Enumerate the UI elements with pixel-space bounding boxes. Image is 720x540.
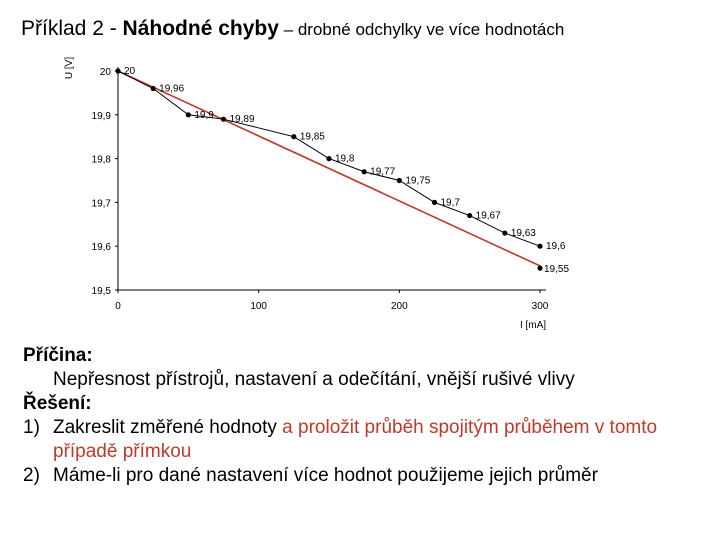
title-prefix: Příklad 2 - <box>21 17 123 40</box>
solution-item-2 <box>23 464 713 488</box>
data-label: 19,55 <box>544 264 570 276</box>
data-point <box>432 200 437 205</box>
data-point <box>467 213 472 218</box>
solution-item-text <box>53 416 713 464</box>
data-point <box>362 169 367 174</box>
x-tick-label: 0 <box>115 301 121 312</box>
data-label: 19,9 <box>194 109 214 121</box>
data-label: 19,96 <box>159 83 185 95</box>
chart-labels-group <box>124 66 569 275</box>
data-label: 19,67 <box>475 210 501 222</box>
trendline <box>118 71 540 266</box>
solution-item-text: Máme-li pro dané nastavení více hodnot použijeme jejich průměr <box>53 465 598 486</box>
solution-item-number: 2) <box>23 465 40 486</box>
data-point <box>537 244 542 249</box>
solution-item-text-black: Zakreslit změřené hodnoty <box>53 417 277 438</box>
solution-item-text-red: a proložit průběh spojitým průběhem v tomto případě přímkou <box>53 417 658 462</box>
data-label: 19,75 <box>405 175 431 187</box>
data-point <box>326 156 331 161</box>
title-suffix: – drobné odchylky ve více hodnotách <box>278 20 565 39</box>
data-point <box>115 68 120 73</box>
y-tick-label: 20 <box>99 67 111 78</box>
y-tick-label: 19,8 <box>91 154 111 166</box>
y-tick-label: 19,7 <box>91 198 111 210</box>
chart-axes <box>64 57 546 331</box>
x-tick-label: 200 <box>390 301 408 312</box>
data-point <box>186 112 191 117</box>
chart-trendline-group <box>118 71 540 266</box>
data-point <box>221 117 226 122</box>
data-point <box>151 86 156 91</box>
cause-text: Nepřesnost přístrojů, nastavení a odečítání, vnější rušivé vlivy <box>53 369 575 390</box>
y-axis-title: U [V] <box>64 56 75 80</box>
slide-body <box>23 344 713 488</box>
data-point <box>397 178 402 183</box>
data-label: 19,6 <box>546 241 566 253</box>
title-bold: Náhodné chyby <box>122 17 279 40</box>
data-point <box>537 266 542 271</box>
solution-item-1 <box>23 416 713 464</box>
cause-heading: Příčina: <box>23 345 93 366</box>
data-label: 20 <box>124 66 136 77</box>
data-label: 19,89 <box>229 114 255 126</box>
y-tick-label: 19,5 <box>91 286 111 297</box>
chart-ticks <box>92 67 549 312</box>
y-tick-label: 19,9 <box>91 110 111 122</box>
x-tick-label: 100 <box>250 301 268 312</box>
data-label: 19,63 <box>510 228 536 240</box>
data-label: 19,8 <box>335 153 355 165</box>
y-tick-label: 19,6 <box>91 242 111 254</box>
data-label: 19,85 <box>299 131 325 143</box>
data-label: 19,77 <box>370 166 396 178</box>
solution-heading: Řešení: <box>23 393 92 414</box>
x-tick-label: 300 <box>531 301 549 312</box>
data-point <box>291 134 296 139</box>
data-label: 19,7 <box>440 197 460 209</box>
solution-item-number: 1) <box>23 417 40 438</box>
data-point <box>502 230 507 235</box>
x-axis-title: I [mA] <box>519 320 547 331</box>
